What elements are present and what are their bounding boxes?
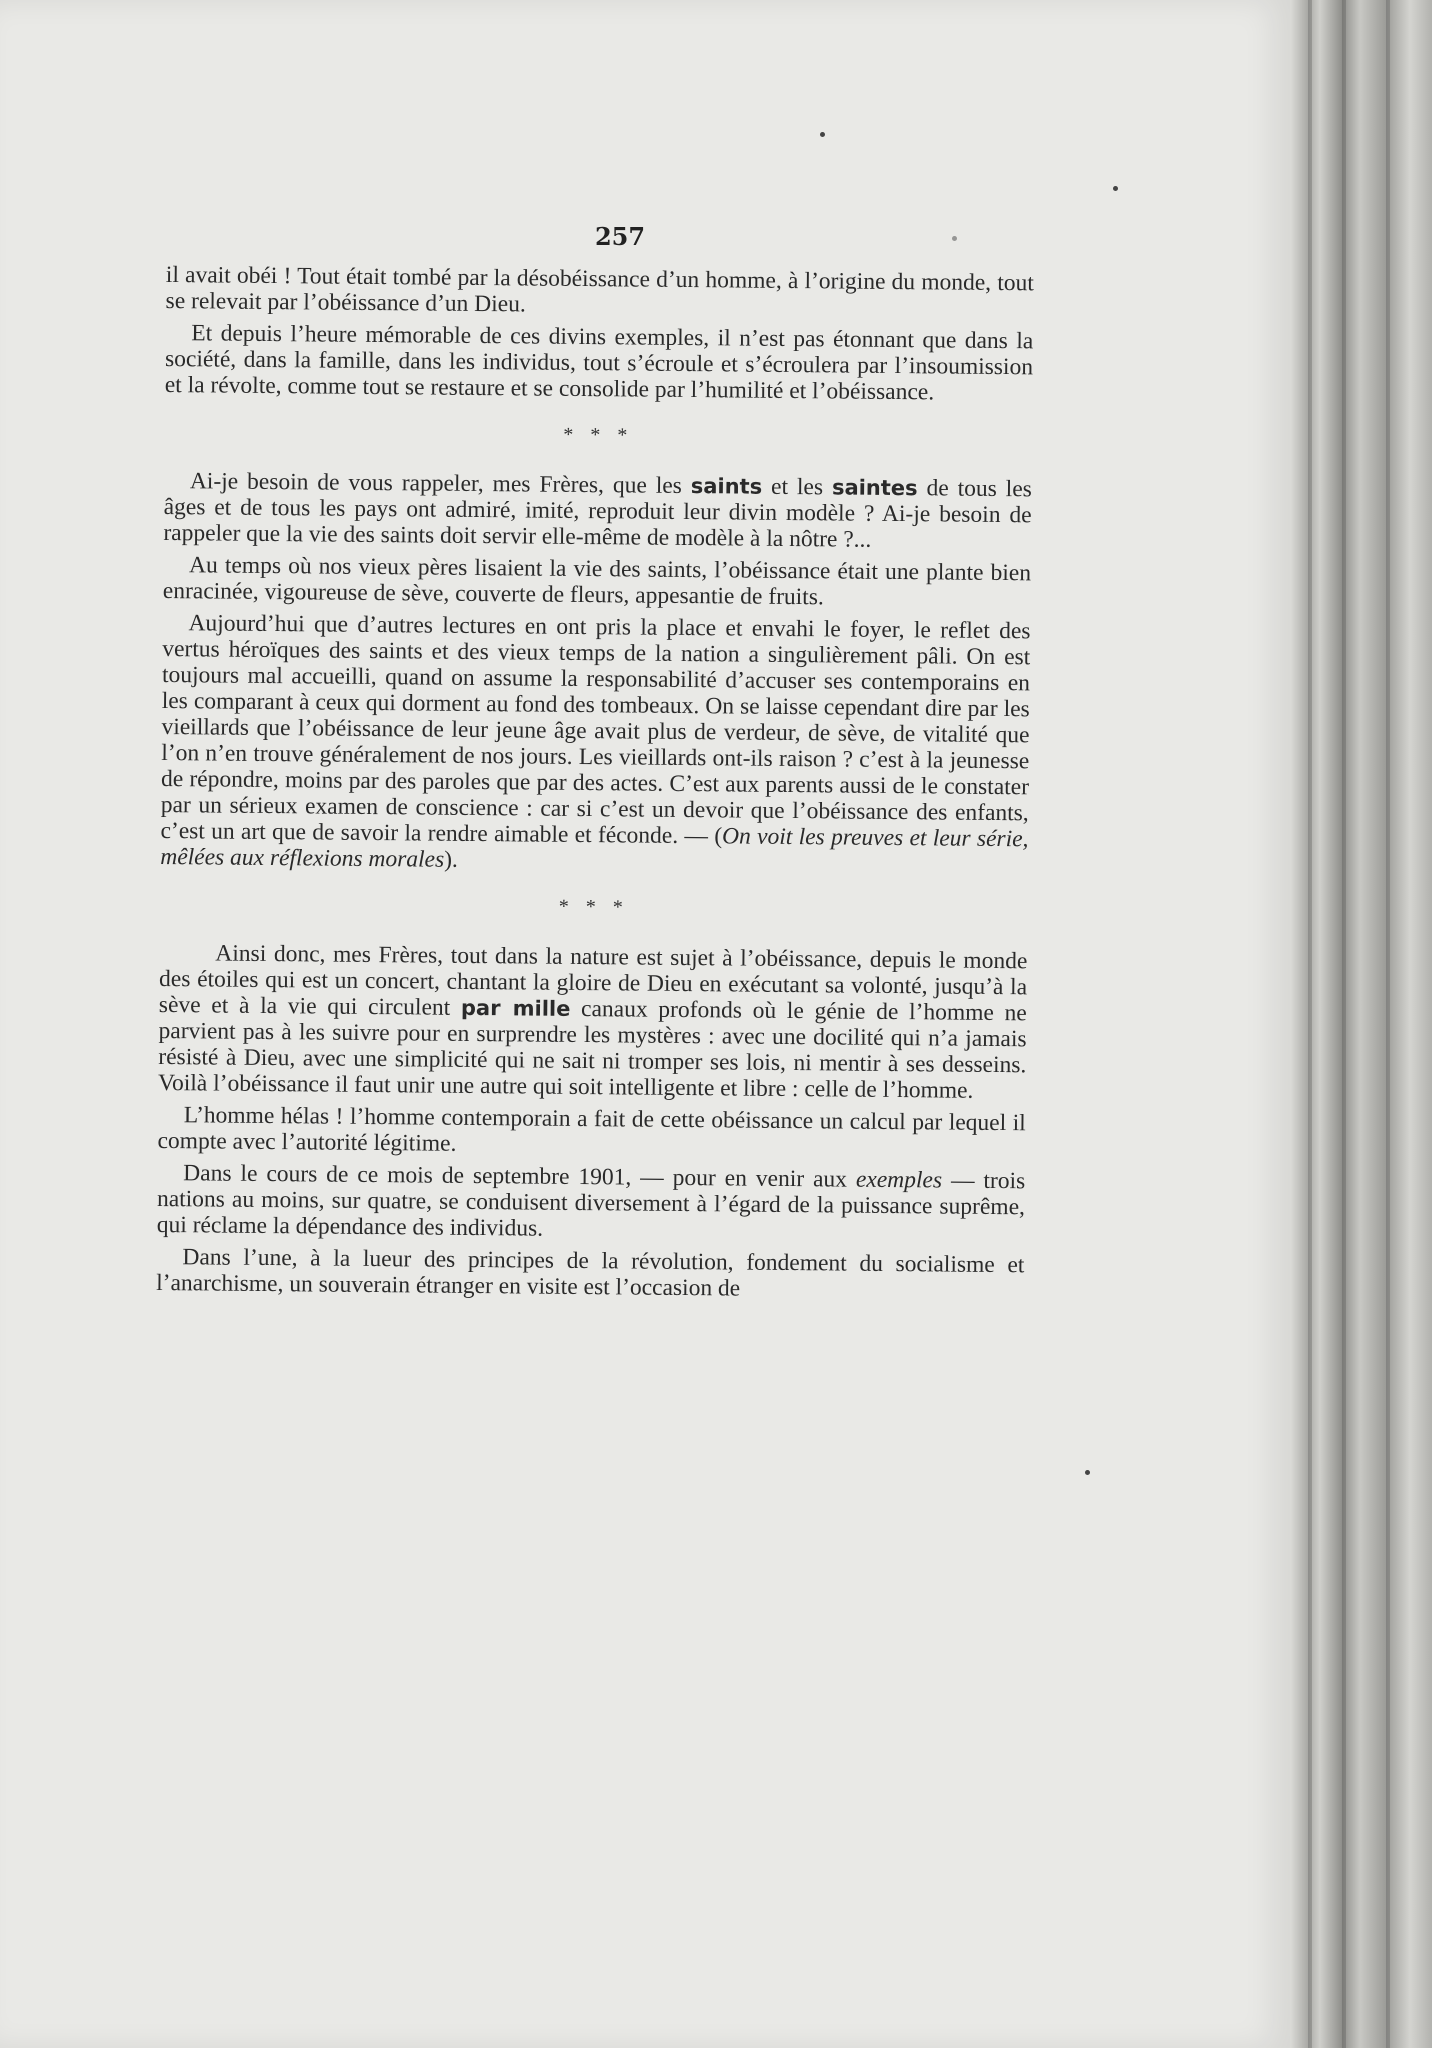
paragraph-3-bold-saintes: saintes (831, 475, 918, 501)
section-separator-2: * * * (558, 895, 629, 919)
paragraph-8-italic: exemples (855, 1166, 943, 1194)
paragraph-3-text-c: et les (762, 473, 833, 501)
paragraph-9: Dans l’une, à la lueur des principes de la révolution, fondement du socialisme et l’anarchisme, un souverain étranger en visite est l’occasion de (156, 1244, 1025, 1302)
paragraph-4: Au temps où nos vieux pères lisaient la vie des saints, l’obéissance était une plante bien enracinée, vigoureuse de sève, couverte de fleurs, appesantie de fruits. (162, 552, 1032, 611)
paragraph-2: Et depuis l’heure mémorable de ces divins exemples, il n’est pas étonnant que dans la société, dans la famille, dans les individus, tout s’écroule et s’écroulera par l’insoumission et la révolte, comme tout se restaure et se consolide par l’humilité et l’obéissance. (164, 320, 1034, 406)
paragraph-8 (157, 1160, 1026, 1246)
speck-mark (820, 132, 825, 137)
paragraph-8-text-a: Dans le cours de ce mois de septembre 1901, — pour en venir aux (183, 1160, 857, 1193)
paragraph-3-text-a: Ai-je besoin de vous rappeler, mes Frères, que les (189, 468, 691, 500)
page-number: 257 (594, 222, 646, 251)
paragraph-6-text-a: Ainsi donc, mes Frères, tout dans la nature est sujet à l’obéissance, depuis le monde des étoiles qui est un concert, chantant la gloire de Dieu en exécutant sa volonté, jusqu’à la sève et à la vie qui circulent (158, 940, 1028, 1021)
paragraph-5-italic: On voit les preuves et leur série, mêlées aux réflexions morales (160, 823, 1029, 873)
paragraph-1: il avait obéi ! Tout était tombé par la désobéissance d’un homme, à l’origine du monde, tout se relevait par l’obéissance d’un Dieu. (165, 262, 1034, 318)
paragraph-5-text-b: ). (444, 846, 458, 873)
paragraph-6 (158, 940, 1027, 1104)
speck-mark (952, 236, 957, 241)
paragraph-8-text-b: — trois nations au moins, sur quatre, se conduisent diversement à l’égard de la puissance suprême, qui réclame la dépendance des individus. (156, 1167, 1026, 1242)
section-separator-1: * * * (563, 423, 634, 447)
speck-mark (1113, 186, 1118, 191)
paragraph-5-text-a: Aujourd’hui que d’autres lectures en ont pris la place et envahi le foyer, le reflet des vertus héroïques des saints et des vieux temps de la nation a singulièrement pâli. On est toujours mal accueilli, quand on assume la responsabilité d’accuser ses contemporains en les comparant à ceux qui dorment au fond des tombeaux. On se laisse cependant dire par les vieillards que l’obéissance de leur jeune âge avait plus de verdeur, de sève, de vitalité que l’on n’en trouve généralement de nos jours. Les vieillards ont-ils raison ? c’est à la jeunesse de répondre, moins par des paroles que par des actes. C’est aux parents aussi de le constater par un sérieux examen de conscience : car si c’est un devoir que l’obéissance des enfants, c’est un art que de savoir la rendre aimable et féconde. — ( (160, 610, 1031, 850)
paragraph-6-bold: par mille (460, 995, 571, 1021)
paragraph-3-text-d: de tous les âges et de tous les pays ont admiré, imité, reproduit leur divin modèle ? Ai-je besoin de rappeler que la vie des saints doit servir elle-même de modèle à la nôtre ?... (163, 475, 1032, 553)
paragraph-7: L’homme hélas ! l’homme contemporain a fait de cette obéissance un calcul par lequel il compte avec l’autorité légitime. (157, 1102, 1026, 1157)
paragraph-3-bold-saints: saints (690, 474, 763, 499)
speck-mark (1085, 1470, 1090, 1475)
page-text (156, 262, 1034, 1310)
book-edge (1290, 0, 1432, 2048)
paragraph-3 (163, 468, 1032, 554)
paragraph-6-text-c: canaux profonds où le génie de l’homme ne parvient pas à les suivre pour en surprendre les mystères : avec une docilité qui n’a jamais résisté à Dieu, avec une simplicité qui ne sait ni tromper ses lois, ni mentir à ses desseins. Voilà l’obéissance il faut unir une autre qui soit intelligente et libre : celle de l’homme. (157, 995, 1027, 1104)
paragraph-5 (160, 610, 1030, 878)
